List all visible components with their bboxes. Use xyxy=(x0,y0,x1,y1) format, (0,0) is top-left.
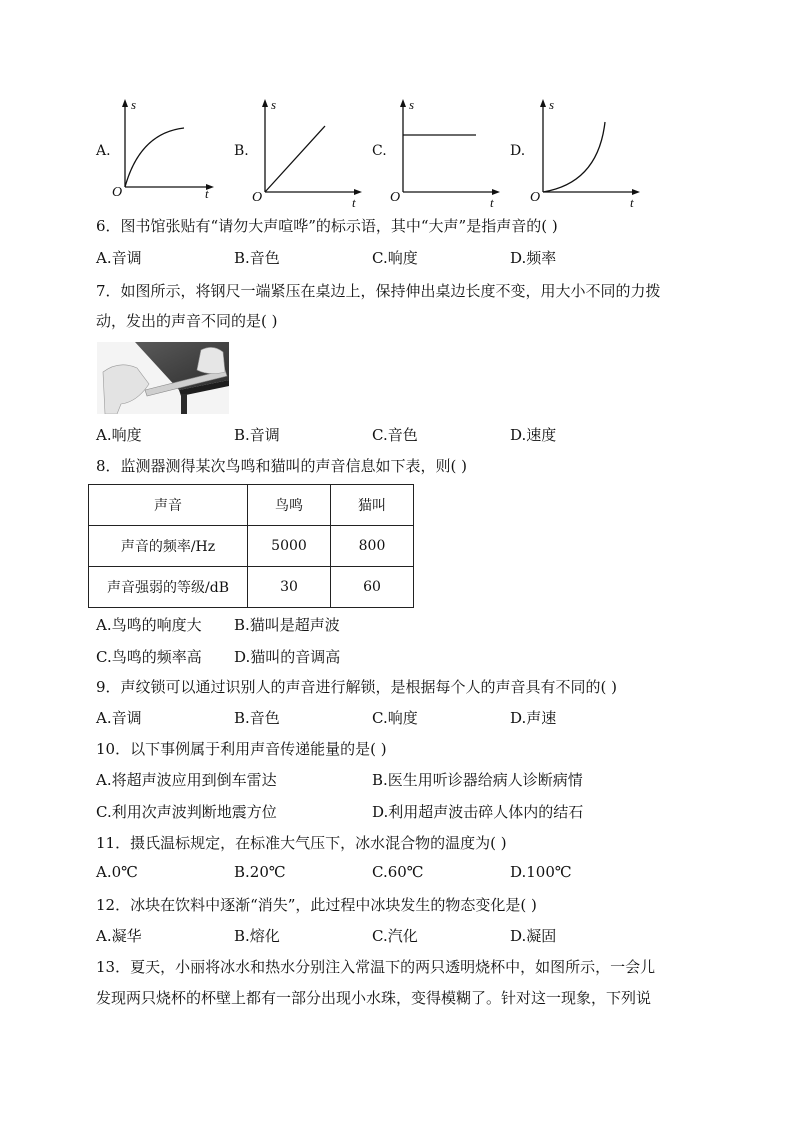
graph-a-y-label: s xyxy=(131,97,137,112)
q8-option-b[interactable]: B.猫叫是超声波 xyxy=(234,616,340,634)
graph-c-label: C. xyxy=(372,143,387,159)
q9-option-d[interactable]: D.声速 xyxy=(510,709,557,727)
q11-option-c[interactable]: C.60℃ xyxy=(372,863,424,881)
q7-option-c[interactable]: C.音色 xyxy=(372,426,418,444)
question-13-line-1: 13．夏天，小丽将冰水和热水分别注入常温下的两只透明烧杯中，如图所示，一会儿 xyxy=(96,958,656,976)
q9-option-a[interactable]: A.音调 xyxy=(96,709,142,727)
graph-c xyxy=(388,95,508,210)
graph-a-origin: O xyxy=(112,185,123,200)
q7-option-d[interactable]: D.速度 xyxy=(510,426,557,444)
graph-b xyxy=(250,95,370,210)
graph-b-label: B. xyxy=(234,143,249,159)
q10-option-b[interactable]: B.医生用听诊器给病人诊断病情 xyxy=(372,771,583,789)
question-8: 8．监测器测得某次鸟鸣和猫叫的声音信息如下表，则( ) xyxy=(96,457,468,475)
table-cell: 5000 xyxy=(248,526,331,567)
q7-option-b[interactable]: B.音调 xyxy=(234,426,280,444)
q11-option-d[interactable]: D.100℃ xyxy=(510,863,572,881)
question-7-line-2: 动，发出的声音不同的是( ) xyxy=(96,312,278,330)
graph-d-y-label: s xyxy=(549,97,555,112)
table-cell: 声音的频率/Hz xyxy=(89,526,248,567)
graph-c-y-label: s xyxy=(409,97,415,112)
table-row xyxy=(89,567,414,608)
q12-option-a[interactable]: A.凝华 xyxy=(96,927,142,945)
q12-option-d[interactable]: D.凝固 xyxy=(510,927,557,945)
q8-option-c[interactable]: C.鸟鸣的频率高 xyxy=(96,648,202,666)
graph-d-origin: O xyxy=(530,190,541,205)
question-11: 11．摄氏温标规定，在标准大气压下，冰水混合物的温度为( ) xyxy=(96,834,507,852)
sound-data-table xyxy=(88,484,414,608)
graph-b-y-label: s xyxy=(271,97,277,112)
question-13-line-2: 发现两只烧杯的杯壁上都有一部分出现小水珠，变得模糊了。针对这一现象，下列说 xyxy=(96,989,652,1007)
q10-option-c[interactable]: C.利用次声波判断地震方位 xyxy=(96,803,277,821)
table-cell: 声音强弱的等级/dB xyxy=(89,567,248,608)
q8-option-a[interactable]: A.鸟鸣的响度大 xyxy=(96,616,202,634)
q10-option-a[interactable]: A.将超声波应用到倒车雷达 xyxy=(96,771,277,789)
table-header-cell: 鸟鸣 xyxy=(248,485,331,526)
graph-d-label: D. xyxy=(510,143,526,159)
graph-b-x-label: t xyxy=(352,195,356,210)
graph-b-origin: O xyxy=(252,190,263,205)
q11-option-a[interactable]: A.0℃ xyxy=(96,863,138,881)
graph-a-label: A. xyxy=(96,143,111,159)
q6-option-a[interactable]: A.音调 xyxy=(96,249,142,267)
q9-option-c[interactable]: C.响度 xyxy=(372,709,418,727)
question-10: 10．以下事例属于利用声音传递能量的是( ) xyxy=(96,740,387,758)
question-6: 6．图书馆张贴有“请勿大声喧哗”的标示语，其中“大声”是指声音的( ) xyxy=(96,217,558,235)
question-7-line-1: 7．如图所示，将钢尺一端紧压在桌边上，保持伸出桌边长度不变，用大小不同的力拨 xyxy=(96,282,661,300)
graph-a-x-label: t xyxy=(205,186,209,201)
table-cell: 30 xyxy=(248,567,331,608)
graph-c-origin: O xyxy=(390,190,401,205)
ruler-on-desk-figure xyxy=(97,342,229,414)
q6-option-c[interactable]: C.响度 xyxy=(372,249,418,267)
table-cell: 800 xyxy=(331,526,414,567)
q6-option-b[interactable]: B.音色 xyxy=(234,249,280,267)
table-cell: 60 xyxy=(331,567,414,608)
q6-option-d[interactable]: D.频率 xyxy=(510,249,557,267)
q10-option-d[interactable]: D.利用超声波击碎人体内的结石 xyxy=(372,803,584,821)
q7-option-a[interactable]: A.响度 xyxy=(96,426,142,444)
q9-option-b[interactable]: B.音色 xyxy=(234,709,280,727)
table-row xyxy=(89,526,414,567)
graph-d xyxy=(528,95,648,210)
graph-d-x-label: t xyxy=(630,195,634,210)
graph-c-x-label: t xyxy=(490,195,494,210)
table-header-cell: 声音 xyxy=(89,485,248,526)
question-12: 12．冰块在饮料中逐渐“消失”，此过程中冰块发生的物态变化是( ) xyxy=(96,896,537,914)
question-9: 9．声纹锁可以通过识别人的声音进行解锁，是根据每个人的声音具有不同的( ) xyxy=(96,678,618,696)
q12-option-c[interactable]: C.汽化 xyxy=(372,927,418,945)
q12-option-b[interactable]: B.熔化 xyxy=(234,927,280,945)
table-header-row xyxy=(89,485,414,526)
q11-option-b[interactable]: B.20℃ xyxy=(234,863,286,881)
q8-option-d[interactable]: D.猫叫的音调高 xyxy=(234,648,341,666)
graph-a xyxy=(110,95,220,210)
table-header-cell: 猫叫 xyxy=(331,485,414,526)
